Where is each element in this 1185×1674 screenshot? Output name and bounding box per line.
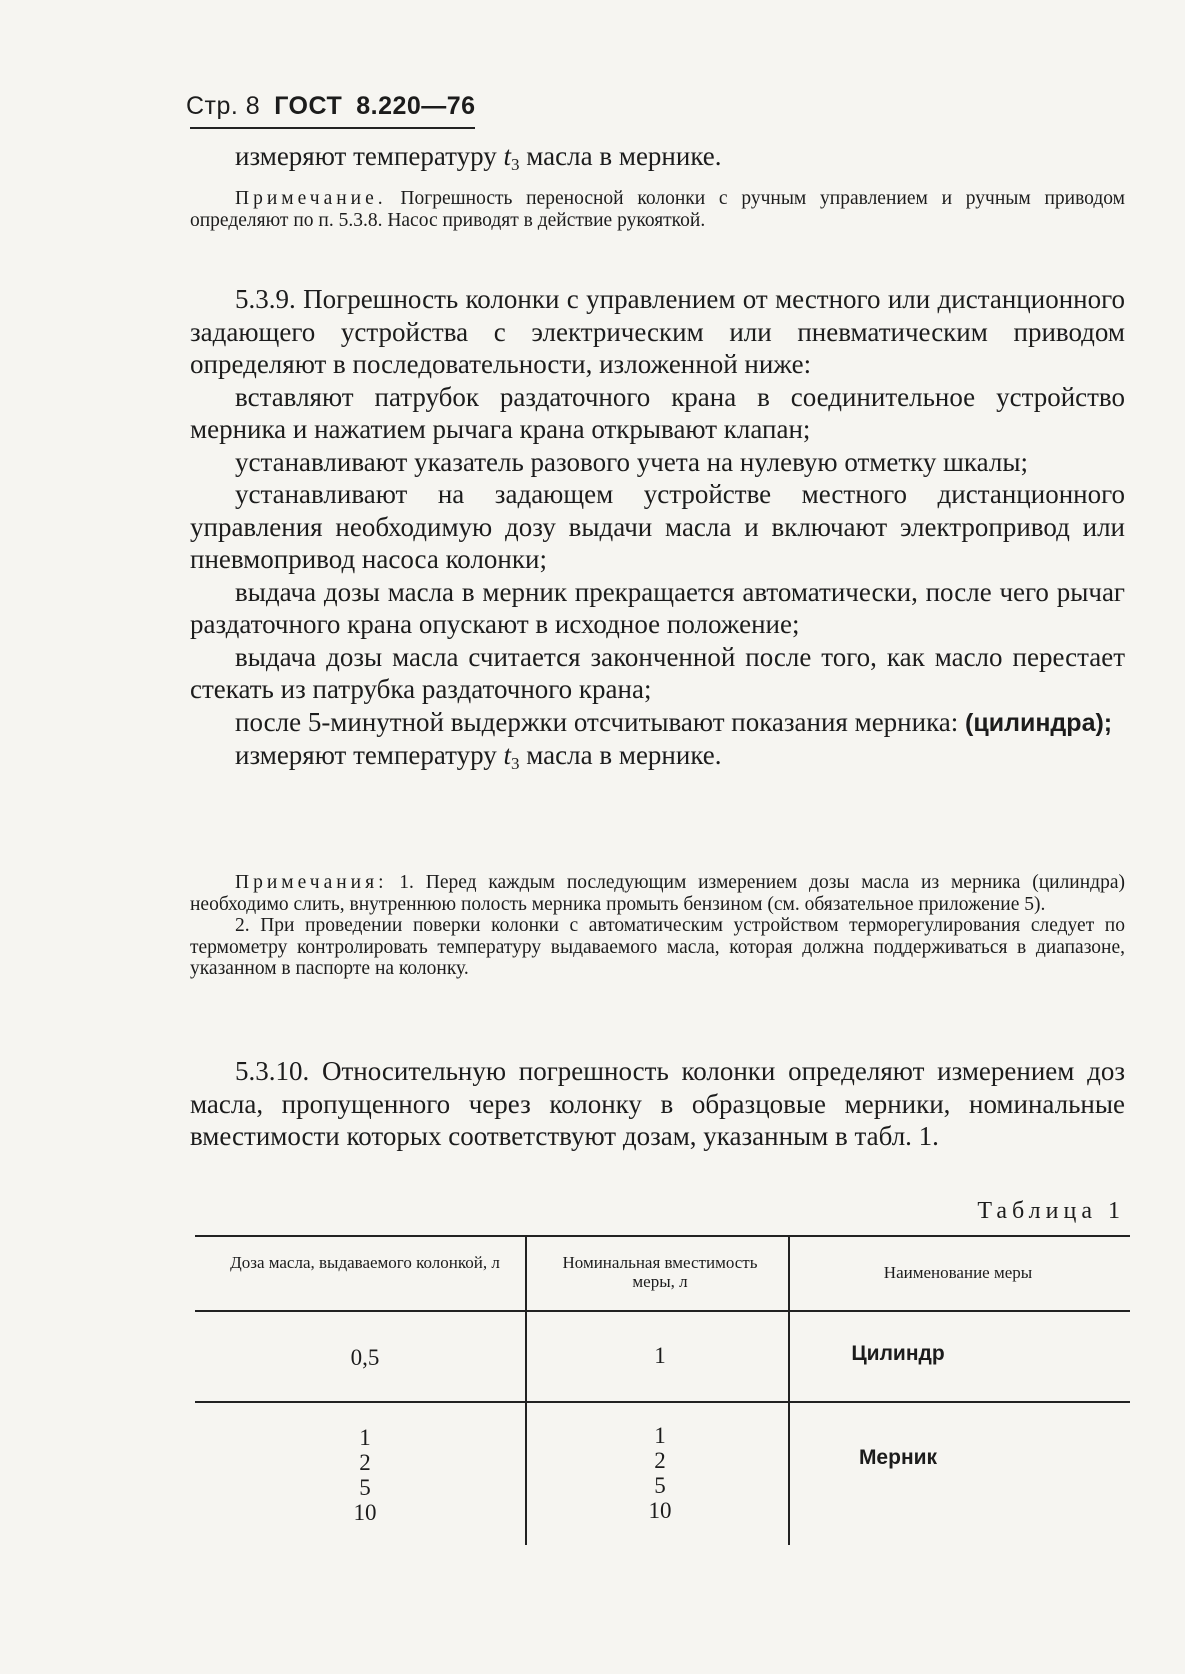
table-cell-value: 10 [648,1498,672,1523]
table-cell-dose [215,1425,515,1525]
table-cell-capacity [540,1423,780,1523]
section-5-3-9 [190,283,1125,772]
table-cell-value: 10 [353,1500,377,1525]
table-cell-value: 2 [359,1450,371,1475]
table-col-divider-1 [525,1235,527,1545]
step-5: выдача дозы масла считается законченной после того, как масло перестает стекать из патрубка раздаточного крана; [190,641,1125,704]
table-cell-value: 1 [654,1423,666,1448]
step-4: выдача дозы масла в мерник прекращается автоматически, после чего рычаг раздаточного крана опускают в исходное положение; [190,576,1125,639]
table-cell-capacity: 1 [654,1343,666,1368]
notes-item-2: 2. При проведении поверки колонки с автоматическим устройством терморегулирования следует по термометру контролировать температуру выдаваемого масла, которая должна поддерживаться в диапазоне, указанном в паспорте на колонку. [190,915,1125,979]
table-cell-value: 1 [359,1425,371,1450]
page-label: Стр. 8 [186,92,261,120]
table-rule-top [195,1235,1130,1237]
table-cell-name: Мерник [858,1446,938,1469]
notes-item-1: 1. Перед каждым последующим измерением дозы масла из мерника (цилиндра) необходимо слить, внутреннюю полость мерника промыть бензином (см. обязательное приложение 5). [190,872,1125,915]
notes-label: Примечания: [235,872,388,893]
table-rule-header [195,1310,1130,1312]
table-col-divider-2 [788,1235,790,1545]
step-1: вставляют патрубок раздаточного крана в соединительное устройство мерника и нажатием рычага крана открывают клапан; [190,381,1125,444]
table-header-name: Наименование меры [883,1263,1033,1282]
section-intro: 5.3.9. Погрешность колонки с управлением от местного или дистанционного задающего устройства с электрическим или пневматическим приводом определяют в последовательности, изложенной ниже: [190,284,1125,379]
table-cell-dose: 0,5 [350,1345,380,1370]
intro-line: измеряют температуру $t_3$ масла в мернике. [235,141,722,174]
header-rule [190,127,475,129]
table-header-dose: Доза масла, выдаваемого колонкой, л [230,1253,500,1272]
table-rule-row [195,1401,1130,1403]
step-6: после 5-минутной выдержки отсчитывают показания мерника: (цилиндра); [235,706,1113,737]
standard-number: 8.220—76 [356,92,476,120]
table-cell-value: 2 [654,1448,666,1473]
step-3: устанавливают на задающем устройстве местного дистанционного управления необходимую дозу выдачи масла и включают электропривод или пневмопривод насоса колонки; [190,479,1125,574]
page-header [186,92,490,121]
final-line: измеряют температуру $t_3$ масла в мернике. [235,740,722,773]
note-label: Примечание. [235,188,387,209]
table-header-capacity: Номинальная вместимость меры, л [562,1253,758,1291]
step-6-bold: (цилиндра); [965,708,1113,737]
table-cell-name: Цилиндр [851,1342,945,1365]
note-1 [190,188,1125,231]
data-table [195,1235,1130,1545]
table-cell-value: 5 [654,1473,666,1498]
note-text: Погрешность переносной колонки с ручным управлением и ручным приводом определяют по п. 5.3.8. Насос приводят в действие рукояткой. [190,188,1125,231]
standard-label: ГОСТ [274,92,343,120]
notes-2 [190,872,1125,980]
table-caption: Таблица 1 [977,1198,1125,1224]
step-2: устанавливают указатель разового учета на нулевую отметку шкалы; [235,446,1028,477]
section-5-3-10: 5.3.10. Относительную погрешность колонки определяют измерением доз масла, пропущенного через колонку в образцовые мерники, номинальные вместимости которых соответствуют дозам, указанным в табл. 1. [190,1056,1125,1151]
table-cell-value: 5 [359,1475,371,1500]
